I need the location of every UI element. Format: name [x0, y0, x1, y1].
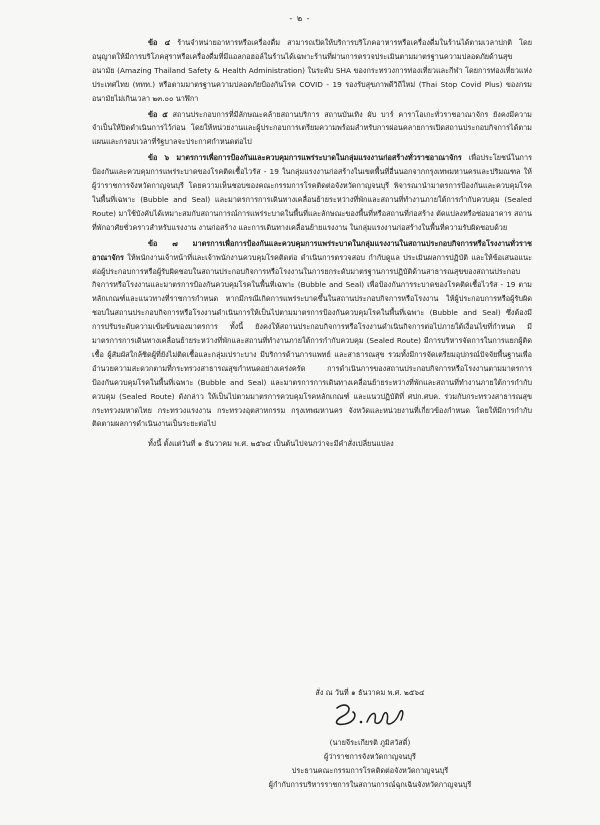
signature-scribble — [325, 700, 415, 734]
page-number: - ๒ - — [289, 14, 311, 23]
clause-5 — [92, 108, 532, 150]
clause-6 — [92, 151, 532, 234]
clause-4 — [92, 36, 532, 106]
signer-name: (นายจีระเกียรติ ภูมิสวัสดิ์) — [329, 738, 411, 747]
signature-block — [200, 686, 540, 792]
document-body — [92, 36, 532, 451]
clause-text: เพื่อประโยชน์ในการป้องกันและควบคุมการแพร่ระบาดของโรคติดเชื้อไวรัส - 19 ในกลุ่มแรงงานก่อสร้างในเขตพื้นที่อื่นนอกจากกรุงเทพมหานครและปริมณฑล ให้ผู้ว่าราชการจังหวัดกาญจนบุรี โดยความเห็นชอบของคณะกรรมการโรคติดต่อจังหวัดกาญจนบุรี พิจารณานำมาตรการป้องกันและควบคุมโรคในพื้นที่เฉพาะ (Bubble and Seal) และมาตรการการเดินทางเคลื่อนย้ายระหว่างที่พักและสถานที่ทำงานภายใต้การกำกับควบคุม (Sealed Route) มาใช้บังคับได้เหมาะสมกับสถานการณ์การแพร่ระบาดในพื้นที่และลักษณะของพื้นที่หรือสถานที่ก่อสร้าง ตัดแปลงหรือซ่อมอาคาร สถานที่พักอาศัยชั่วคราวสำหรับแรงงาน งานก่อสร้าง และการเดินทางเคลื่อนย้ายแรงงาน ในกลุ่มแรงงานก่อสร้างในพื้นที่ความรับผิดชอบด้วย — [92, 153, 532, 232]
clause-text: สถานประกอบการที่มีลักษณะคล้ายสถานบริการ สถานบันเทิง ผับ บาร์ คาราโอเกะทั่วราชอาณาจักร ยังคงมีความจำเป็นให้ปิดดำเนินการไว้ก่อน โดยให้หน่วยงานและผู้ประกอบการเตรียมความพร้อมสำหรับการผ่อนคลายการเปิดสถานประกอบกิจการได้ตามแผนและกรอบเวลาที่รัฐบาลจะประกาศกำหนดต่อไป — [92, 109, 532, 147]
clause-text: ร้านจำหน่ายอาหารหรือเครื่องดื่ม สามารถเปิดให้บริการบริโภคอาหารหรือเครื่องดื่มในร้านได้ตามเวลาปกติ โดยอนุญาตให้มีการบริโภคสุราหรือเครื่องดื่มที่มีแอลกอฮอล์ในร้านได้เฉพาะร้านที่ผ่านการตรวจประเมินตามมาตรฐานความปลอดภัยด้านสุขอนามัย (Amazing Thailand Safety & Health Administration) ในระดับ SHA ของกระทรวงการท่องเที่ยวและกีฬา โดยการท่องเที่ยวแห่งประเทศไทย (ททท.) หรือตามมาตรฐานความปลอดภัยป้องกันโรค COVID - 19 รองรับสุขภาพดีวิถีใหม่ (Thai Stop Covid Plus) ของกรมอนามัยไม่เกินเวลา ๒๓.๐๐ นาฬิกา — [92, 38, 533, 103]
signer-title-committee-chair: ประธานคณะกรรมการโรคติดต่อจังหวัดกาญจนบุรี — [291, 766, 449, 775]
handwritten-signature — [200, 700, 540, 736]
clause-7 — [92, 237, 532, 432]
clause-heading: ข้อ ๗ มาตรการเพื่อการป้องกันและควบคุมการแพร่ระบาดในกลุ่มแรงงานในสถานประกอบกิจการหรือโรงงานทั่วราชอาณาจักร — [92, 238, 532, 262]
clause-heading: ข้อ ๖ มาตรการเพื่อการป้องกันและควบคุมการแพร่ระบาดในกลุ่มแรงงานก่อสร้างทั่วราชอาณาจักร — [148, 153, 462, 163]
clause-heading: ข้อ ๔ — [148, 38, 171, 47]
signer-title-emergency-director: ผู้กำกับการบริหารราชการในสถานการณ์ฉุกเฉินจังหวัดกาญจนบุรี — [268, 780, 472, 789]
clause-heading: ข้อ ๕ — [148, 109, 168, 119]
signer-title-governor: ผู้ว่าราชการจังหวัดกาญจนบุรี — [324, 752, 416, 761]
clause-text: ให้พนักงานเจ้าหน้าที่และเจ้าพนักงานควบคุมโรคติดต่อ ดำเนินการตรวจสอบ กำกับดูแล ประเมินผลการปฏิบัติ และให้ข้อเสนอแนะต่อผู้ประกอบการหรือผู้รับผิดชอบในสถานประกอบกิจการหรือโรงงานในการยกระดับมาตรฐานการปฏิบัติด้านสาธารณสุขของสถานประกอบกิจการหรือโรงงานและมาตรการป้องกันควบคุมโรคในพื้นที่เฉพาะ (Bubble and Seal) เพื่อป้องกันการระบาดของโรคติดเชื้อไวรัส - 19 ตามหลักเกณฑ์และแนวทางที่ราชการกำหนด หากมีกรณีเกิดการแพร่ระบาดขึ้นในสถานประกอบกิจการหรือโรงงาน ให้ผู้ประกอบการหรือผู้รับผิดชอบในสถานประกอบกิจการหรือโรงงานดำเนินการให้เป็นไปตามมาตรการป้องกันควบคุมโรคในพื้นที่เฉพาะ (Bubble and Seal) ซึ่งต้องมีการปรับระดับความเข้มข้นของมาตรการ ทั้งนี้ ยังคงให้สถานประกอบกิจการหรือโรงงานดำเนินกิจการต่อไปภายใต้เงื่อนไขที่กำหนด มีมาตรการการเดินทางเคลื่อนย้ายระหว่างที่พักและสถานที่ทำงานภายใต้การกำกับควบคุม (Sealed Route) มีการบริหารจัดการในการแยกผู้ติดเชื้อ ผู้สัมผัสใกล้ชิดผู้ที่ยังไม่ติดเชื้อและกลุ่มเปราะบาง มีบริการด้านการแพทย์ และสาธารณสุข รวมทั้งมีการจัดเตรียมอุปกรณ์ปัจจัยพื้นฐานเพื่ออำนวยความสะดวกตามที่กระทรวงสาธารณสุขกำหนดอย่างเคร่งครัด การดำเนินการของสถานประกอบกิจการหรือโรงงานตามมาตรการป้องกันควบคุมโรคในพื้นที่เฉพาะ (Bubble and Seal) และมาตรการการเดินทางเคลื่อนย้ายระหว่างที่พักและสถานที่ทำงานภายใต้การกำกับควบคุม (Sealed Route) ดังกล่าว ให้เป็นไปตามมาตรการควบคุมโรคหลักเกณฑ์ และแนวปฏิบัติที่ ศปก.ศบค. ร่วมกับกระทรวงสาธารณสุข กระทรวงมหาดไทย กระทรวงแรงงาน กระทรวงอุตสาหกรรม กรุงเทพมหานคร จังหวัดและหน่วยงานที่เกี่ยวข้องกำหนด โดยให้มีการกำกับ ติดตามผลการดำเนินงานเป็นระยะต่อไป — [92, 252, 532, 429]
effective-date-statement: ทั้งนี้ ตั้งแต่วันที่ ๑ ธันวาคม พ.ศ. ๒๕๖๔ เป็นต้นไปจนกว่าจะมีคำสั่งเปลี่ยนแปลง — [148, 439, 394, 449]
ordered-date-line: สั่ง ณ วันที่ ๑ ธันวาคม พ.ศ. ๒๕๖๔ — [315, 688, 425, 697]
